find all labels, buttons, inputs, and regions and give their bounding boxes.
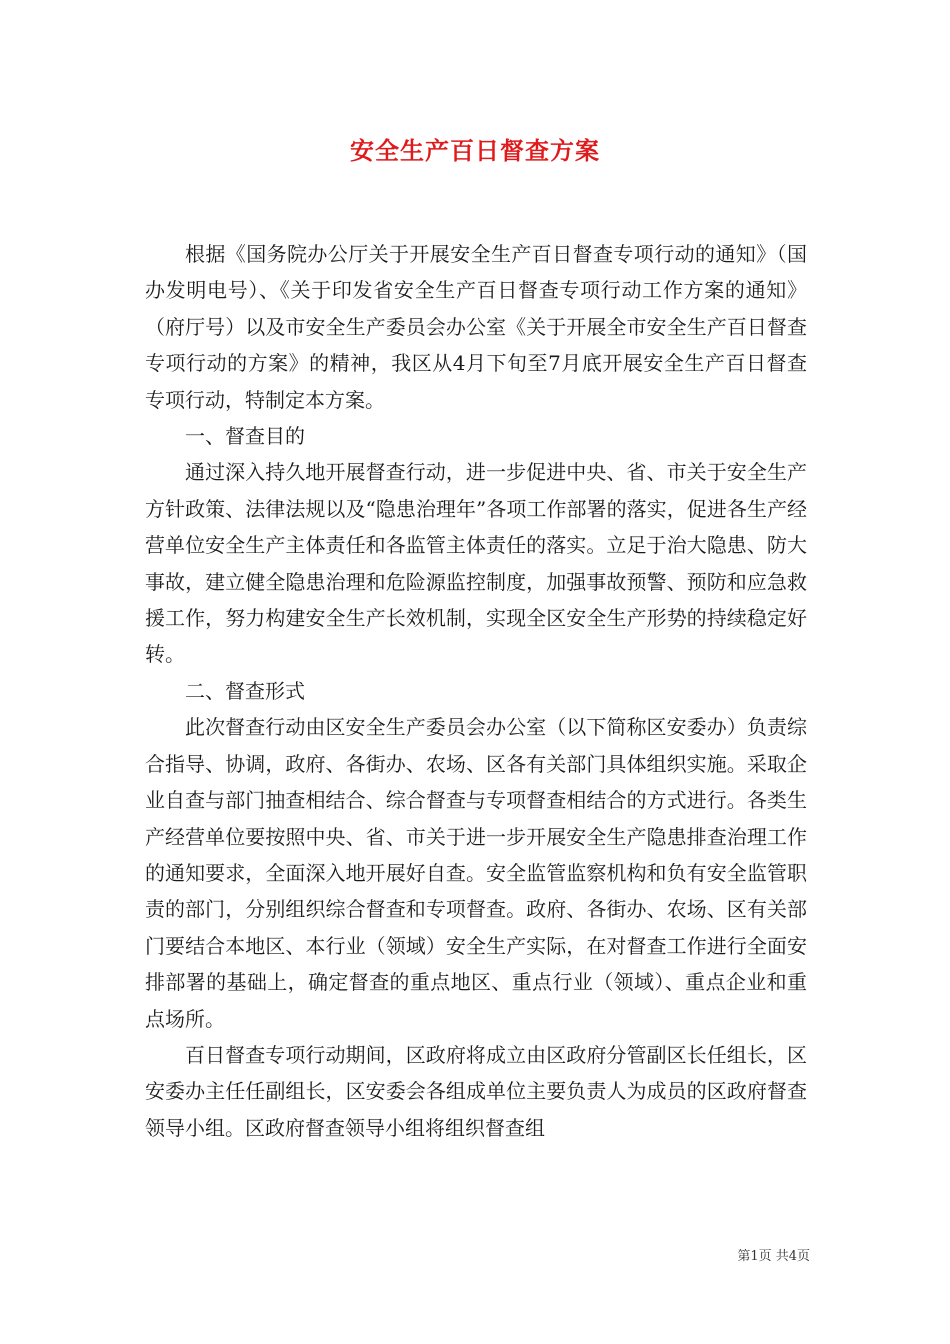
document-title: 安全生产百日督查方案 bbox=[350, 136, 600, 165]
section-heading-purpose: 一、督查目的 bbox=[185, 424, 305, 449]
paragraph-intro: 根据《国务院办公厅关于开展安全生产百日督查专项行动的通知》（国办发明电号）、《关于印发省安全生产百日督查专项行动工作方案的通知》（府厅号）以及市安全生产委员会办公室《关于开展全市安全生产百日督查专项行动的方案》的精神，我区从4月下旬至7月底开展安全生产百日督查专项行动，特制定本方案。 bbox=[145, 242, 807, 412]
section-heading-form: 二、督查形式 bbox=[185, 678, 305, 703]
paragraph-form: 此次督查行动由区安全生产委员会办公室（以下简称区安委办）负责综合指导、协调，政府、各街办、农场、区各有关部门具体组织实施。采取企业自查与部门抽查相结合、综合督查与专项督查相结合的方式进行。各类生产经营单位要按照中央、省、市关于进一步开展安全生产隐患排查治理工作的通知要求，全面深入地开展好自查。安全监管监察机构和负有安全监管职责的部门，分别组织综合督查和专项督查。政府、各街办、农场、区有关部门要结合本地区、本行业（领域）安全生产实际，在对督查工作进行全面安排部署的基础上，确定督查的重点地区、重点行业（领域）、重点企业和重点场所。 bbox=[145, 715, 807, 1031]
document-body bbox=[145, 236, 807, 1146]
paragraph-purpose: 通过深入持久地开展督查行动，进一步促进中央、省、市关于安全生产方针政策、法律法规以及“隐患治理年”各项工作部署的落实，促进各生产经营单位安全生产主体责任和各监管主体责任的落实。立足于治大隐患、防大事故，建立健全隐患治理和危险源监控制度，加强事故预警、预防和应急救援工作，努力构建安全生产长效机制，实现全区安全生产形势的持续稳定好转。 bbox=[145, 460, 807, 667]
page-number-footer: 第1页 共4页 bbox=[737, 1249, 810, 1264]
paragraph-leadership: 百日督查专项行动期间，区政府将成立由区政府分管副区长任组长，区安委办主任任副组长，区安委会各组成单位主要负责人为成员的区政府督查领导小组。区政府督查领导小组将组织督查组 bbox=[145, 1042, 807, 1140]
